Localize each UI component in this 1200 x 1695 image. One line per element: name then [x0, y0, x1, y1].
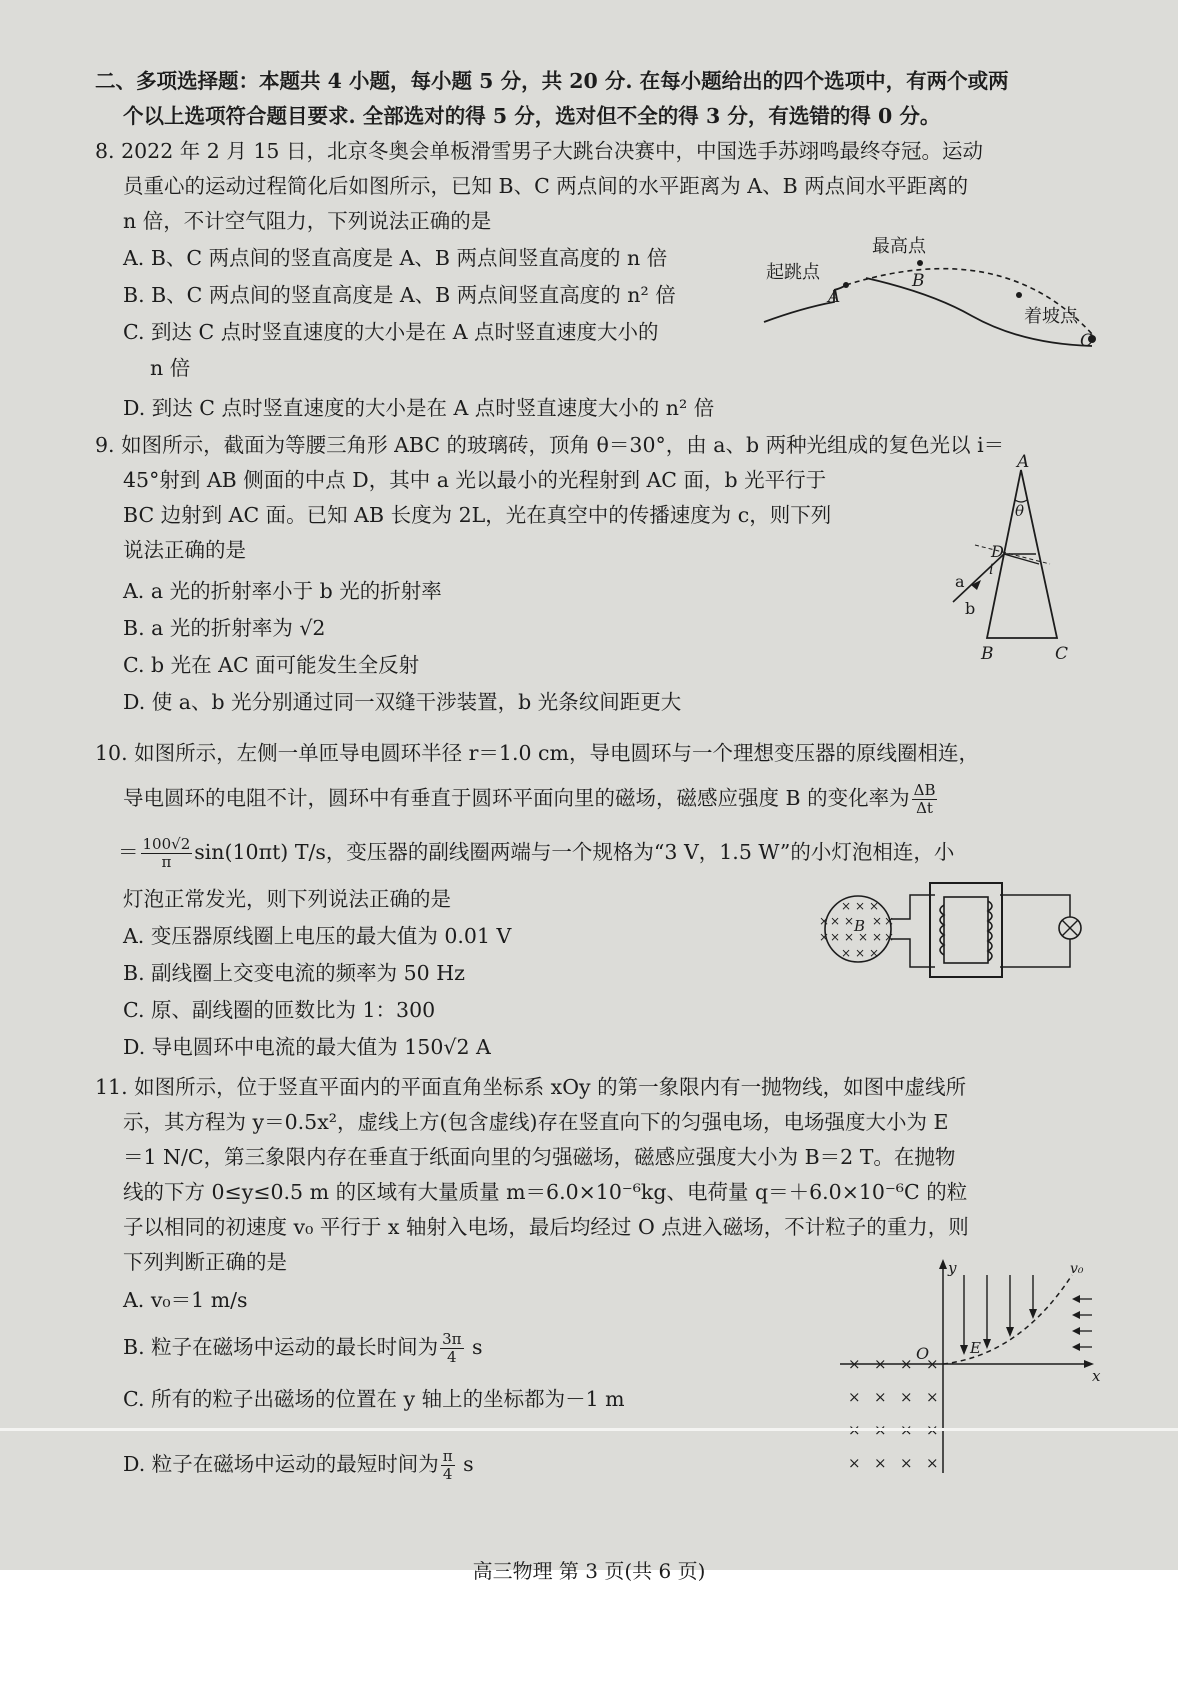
- q9-label-ray-b: b: [965, 599, 976, 618]
- q11-line1: 11. 如图所示，位于竖直平面内的平面直角坐标系 xOy 的第一象限内有一抛物线，如图中虚线所: [95, 1075, 967, 1099]
- q8-label-c: C: [1080, 331, 1094, 351]
- page-footer: 高三物理 第 3 页(共 6 页): [472, 1559, 706, 1583]
- q11-label-o: O: [916, 1344, 930, 1363]
- svg-text:×: ×: [855, 946, 866, 960]
- svg-text:×: ×: [844, 914, 855, 928]
- svg-text:×: ×: [900, 1388, 913, 1406]
- q9-label-i: i: [989, 562, 994, 578]
- svg-text:×: ×: [900, 1454, 913, 1472]
- q11-option-a: A. v₀＝1 m/s: [123, 1288, 248, 1312]
- q11-label-e: E: [970, 1339, 981, 1357]
- q8-label-landing: 着坡点: [1024, 306, 1078, 327]
- q9-label-a-vertex: A: [1017, 452, 1030, 472]
- q11-option-b-fraction: [440, 1331, 463, 1366]
- q10-transformer-figure: [820, 875, 1095, 985]
- q10-line3-text: sin(10πt) T/s，变压器的副线圈两端与一个规格为“3 V，1.5 W”的小灯泡相连，小: [194, 840, 955, 864]
- q10-option-c: C. 原、副线圈的匝数比为 1：300: [123, 998, 436, 1022]
- svg-text:×: ×: [872, 914, 883, 928]
- section-heading-line1: 二、多项选择题：本题共 4 小题，每小题 5 分，共 20 分. 在每小题给出的四个选项中，有两个或两: [95, 69, 1009, 93]
- q9-option-c: C. b 光在 AC 面可能发生全反射: [123, 653, 420, 677]
- q8-label-takeoff: 起跳点: [766, 262, 820, 283]
- svg-text:×: ×: [819, 930, 830, 944]
- q9-prism-figure: [935, 452, 1095, 662]
- q11-magnetic-crosses: [848, 1355, 939, 1472]
- q9-line4: 说法正确的是: [123, 538, 246, 562]
- q10-rate-den: Δt: [916, 799, 933, 817]
- q11-label-x: x: [1092, 1367, 1101, 1385]
- svg-text:×: ×: [869, 899, 880, 913]
- q11-option-c: C. 所有的粒子出磁场的位置在 y 轴上的坐标都为－1 m: [123, 1387, 625, 1411]
- q11-option-d: [123, 1448, 474, 1483]
- q11-option-d-text: D. 粒子在磁场中运动的最短时间为: [123, 1452, 439, 1476]
- q10-coef-fraction: [141, 836, 193, 871]
- q11-line6: 下列判断正确的是: [123, 1250, 287, 1274]
- q8-line3: n 倍，不计空气阻力，下列说法正确的是: [123, 209, 492, 233]
- q10-option-d: D. 导电圆环中电流的最大值为 150√2 A: [123, 1035, 491, 1059]
- q10-line1: 10. 如图所示，左侧一单匝导电圆环半径 r＝1.0 cm，导电圆环与一个理想变压器的原线圈相连，: [95, 741, 979, 765]
- q9-line2: 45°射到 AB 侧面的中点 D，其中 a 光以最小的光程射到 AC 面，b 光平行于: [123, 468, 827, 492]
- q11-option-d-fraction: [441, 1448, 455, 1483]
- q10-line2-text: 导电圆环的电阻不计，圆环中有垂直于圆环平面向里的磁场，磁感应强度 B 的变化率为: [123, 786, 910, 810]
- q8-line1: 8. 2022 年 2 月 15 日，北京冬奥会单板滑雪男子大跳台决赛中，中国选手苏翊鸣最终夺冠。运动: [95, 139, 983, 163]
- svg-text:×: ×: [848, 1355, 861, 1373]
- section-heading-line2: 个以上选项符合题目要求. 全部选对的得 5 分，选对但不全的得 3 分，有选错的得 0 分。: [123, 104, 941, 128]
- svg-text:×: ×: [848, 1388, 861, 1406]
- q11-option-b-num: 3π: [442, 1330, 462, 1348]
- q11-line5: 子以相同的初速度 v₀ 平行于 x 轴射入电场，最后均经过 O 点进入磁场，不计粒子的重力，则: [123, 1215, 969, 1239]
- q9-label-ray-a: a: [955, 572, 965, 591]
- q8-option-c: C. 到达 C 点时竖直速度的大小是在 A 点时竖直速度大小的: [123, 320, 659, 344]
- svg-text:×: ×: [819, 914, 830, 928]
- svg-text:×: ×: [869, 946, 880, 960]
- q10-rate-num: ΔB: [913, 781, 936, 799]
- q11-line2: 示，其方程为 y＝0.5x²，虚线上方(包含虚线)存在竖直向下的匀强电场，电场强度大小为 E: [123, 1110, 949, 1134]
- q8-option-d: D. 到达 C 点时竖直速度的大小是在 A 点时竖直速度大小的 n² 倍: [123, 396, 715, 420]
- q11-option-b: [123, 1331, 483, 1366]
- q11-option-b-unit: s: [465, 1335, 483, 1359]
- q10-rate-fraction: [912, 782, 938, 817]
- svg-text:×: ×: [858, 930, 869, 944]
- svg-text:×: ×: [841, 899, 852, 913]
- q10-coef-den: π: [161, 853, 172, 871]
- q8-option-b: B. B、C 两点间的竖直高度是 A、B 两点间竖直高度的 n² 倍: [123, 283, 676, 307]
- paper-fold-line: [0, 1428, 1178, 1431]
- q11-line4: 线的下方 0≤y≤0.5 m 的区域有大量质量 m＝6.0×10⁻⁶kg、电荷量 q＝＋6.0×10⁻⁶C 的粒: [123, 1180, 968, 1204]
- q9-option-d: D. 使 a、b 光分别通过同一双缝干涉装置，b 光条纹间距更大: [123, 690, 682, 714]
- svg-text:×: ×: [848, 1454, 861, 1472]
- q9-option-b: B. a 光的折射率为 √2: [123, 616, 326, 640]
- q8-line2: 员重心的运动过程简化后如图所示，已知 B、C 两点间的水平距离为 A、B 两点间水平距离的: [123, 174, 969, 198]
- q10-line4: 灯泡正常发光，则下列说法正确的是: [123, 887, 451, 911]
- q9-label-d: D: [991, 542, 1004, 561]
- q11-option-b-text: B. 粒子在磁场中运动的最长时间为: [123, 1335, 439, 1359]
- q8-option-c-cont: n 倍: [150, 356, 191, 380]
- q8-label-a: A: [828, 287, 841, 307]
- q8-option-a: A. B、C 两点间的竖直高度是 A、B 两点间竖直高度的 n 倍: [123, 246, 668, 270]
- svg-text:×: ×: [830, 914, 841, 928]
- svg-text:×: ×: [926, 1355, 939, 1373]
- q11-option-d-den: 4: [442, 1465, 453, 1483]
- q8-label-b: B: [912, 271, 925, 291]
- q8-trajectory-figure: [762, 238, 1102, 358]
- q10-coef-num: 100√2: [142, 835, 191, 853]
- svg-text:×: ×: [900, 1355, 913, 1373]
- q11-option-b-den: 4: [447, 1348, 457, 1366]
- q10-option-a: A. 变压器原线圈上电压的最大值为 0.01 V: [123, 924, 512, 948]
- q10-label-b: B: [854, 917, 866, 935]
- svg-text:×: ×: [874, 1355, 887, 1373]
- q11-label-v0: v₀: [1070, 1261, 1084, 1277]
- svg-text:×: ×: [884, 914, 895, 928]
- svg-text:×: ×: [926, 1454, 939, 1472]
- q8-label-apex: 最高点: [872, 236, 926, 257]
- q9-line3: BC 边射到 AC 面。已知 AB 长度为 2L，光在真空中的传播速度为 c，则下列: [123, 503, 832, 527]
- q10-eq-sign: ＝: [118, 840, 139, 864]
- q11-line3: ＝1 N/C，第三象限内存在垂直于纸面向里的匀强磁场，磁感应强度大小为 B＝2 T。在抛物: [123, 1145, 956, 1169]
- svg-text:×: ×: [844, 930, 855, 944]
- q9-label-b-vertex: B: [981, 644, 994, 664]
- q10-line3: [118, 836, 954, 871]
- svg-text:×: ×: [874, 1388, 887, 1406]
- q10-line2: [123, 782, 939, 817]
- q11-option-d-num: π: [442, 1447, 453, 1465]
- svg-text:×: ×: [872, 930, 883, 944]
- q9-option-a: A. a 光的折射率小于 b 光的折射率: [123, 579, 442, 603]
- svg-text:×: ×: [926, 1388, 939, 1406]
- svg-text:×: ×: [841, 946, 852, 960]
- q9-label-theta: θ: [1015, 502, 1025, 520]
- svg-text:×: ×: [884, 930, 895, 944]
- svg-text:×: ×: [830, 930, 841, 944]
- q9-line1: 9. 如图所示，截面为等腰三角形 ABC 的玻璃砖，顶角 θ＝30°，由 a、b 两种光组成的复色光以 i＝: [95, 433, 1005, 457]
- q9-label-c-vertex: C: [1055, 644, 1069, 664]
- q11-label-y: y: [948, 1259, 957, 1277]
- q11-field-figure: [830, 1255, 1105, 1480]
- svg-text:×: ×: [874, 1454, 887, 1472]
- q10-option-b: B. 副线圈上交变电流的频率为 50 Hz: [123, 961, 465, 985]
- q11-option-d-unit: s: [456, 1452, 474, 1476]
- svg-text:×: ×: [855, 899, 866, 913]
